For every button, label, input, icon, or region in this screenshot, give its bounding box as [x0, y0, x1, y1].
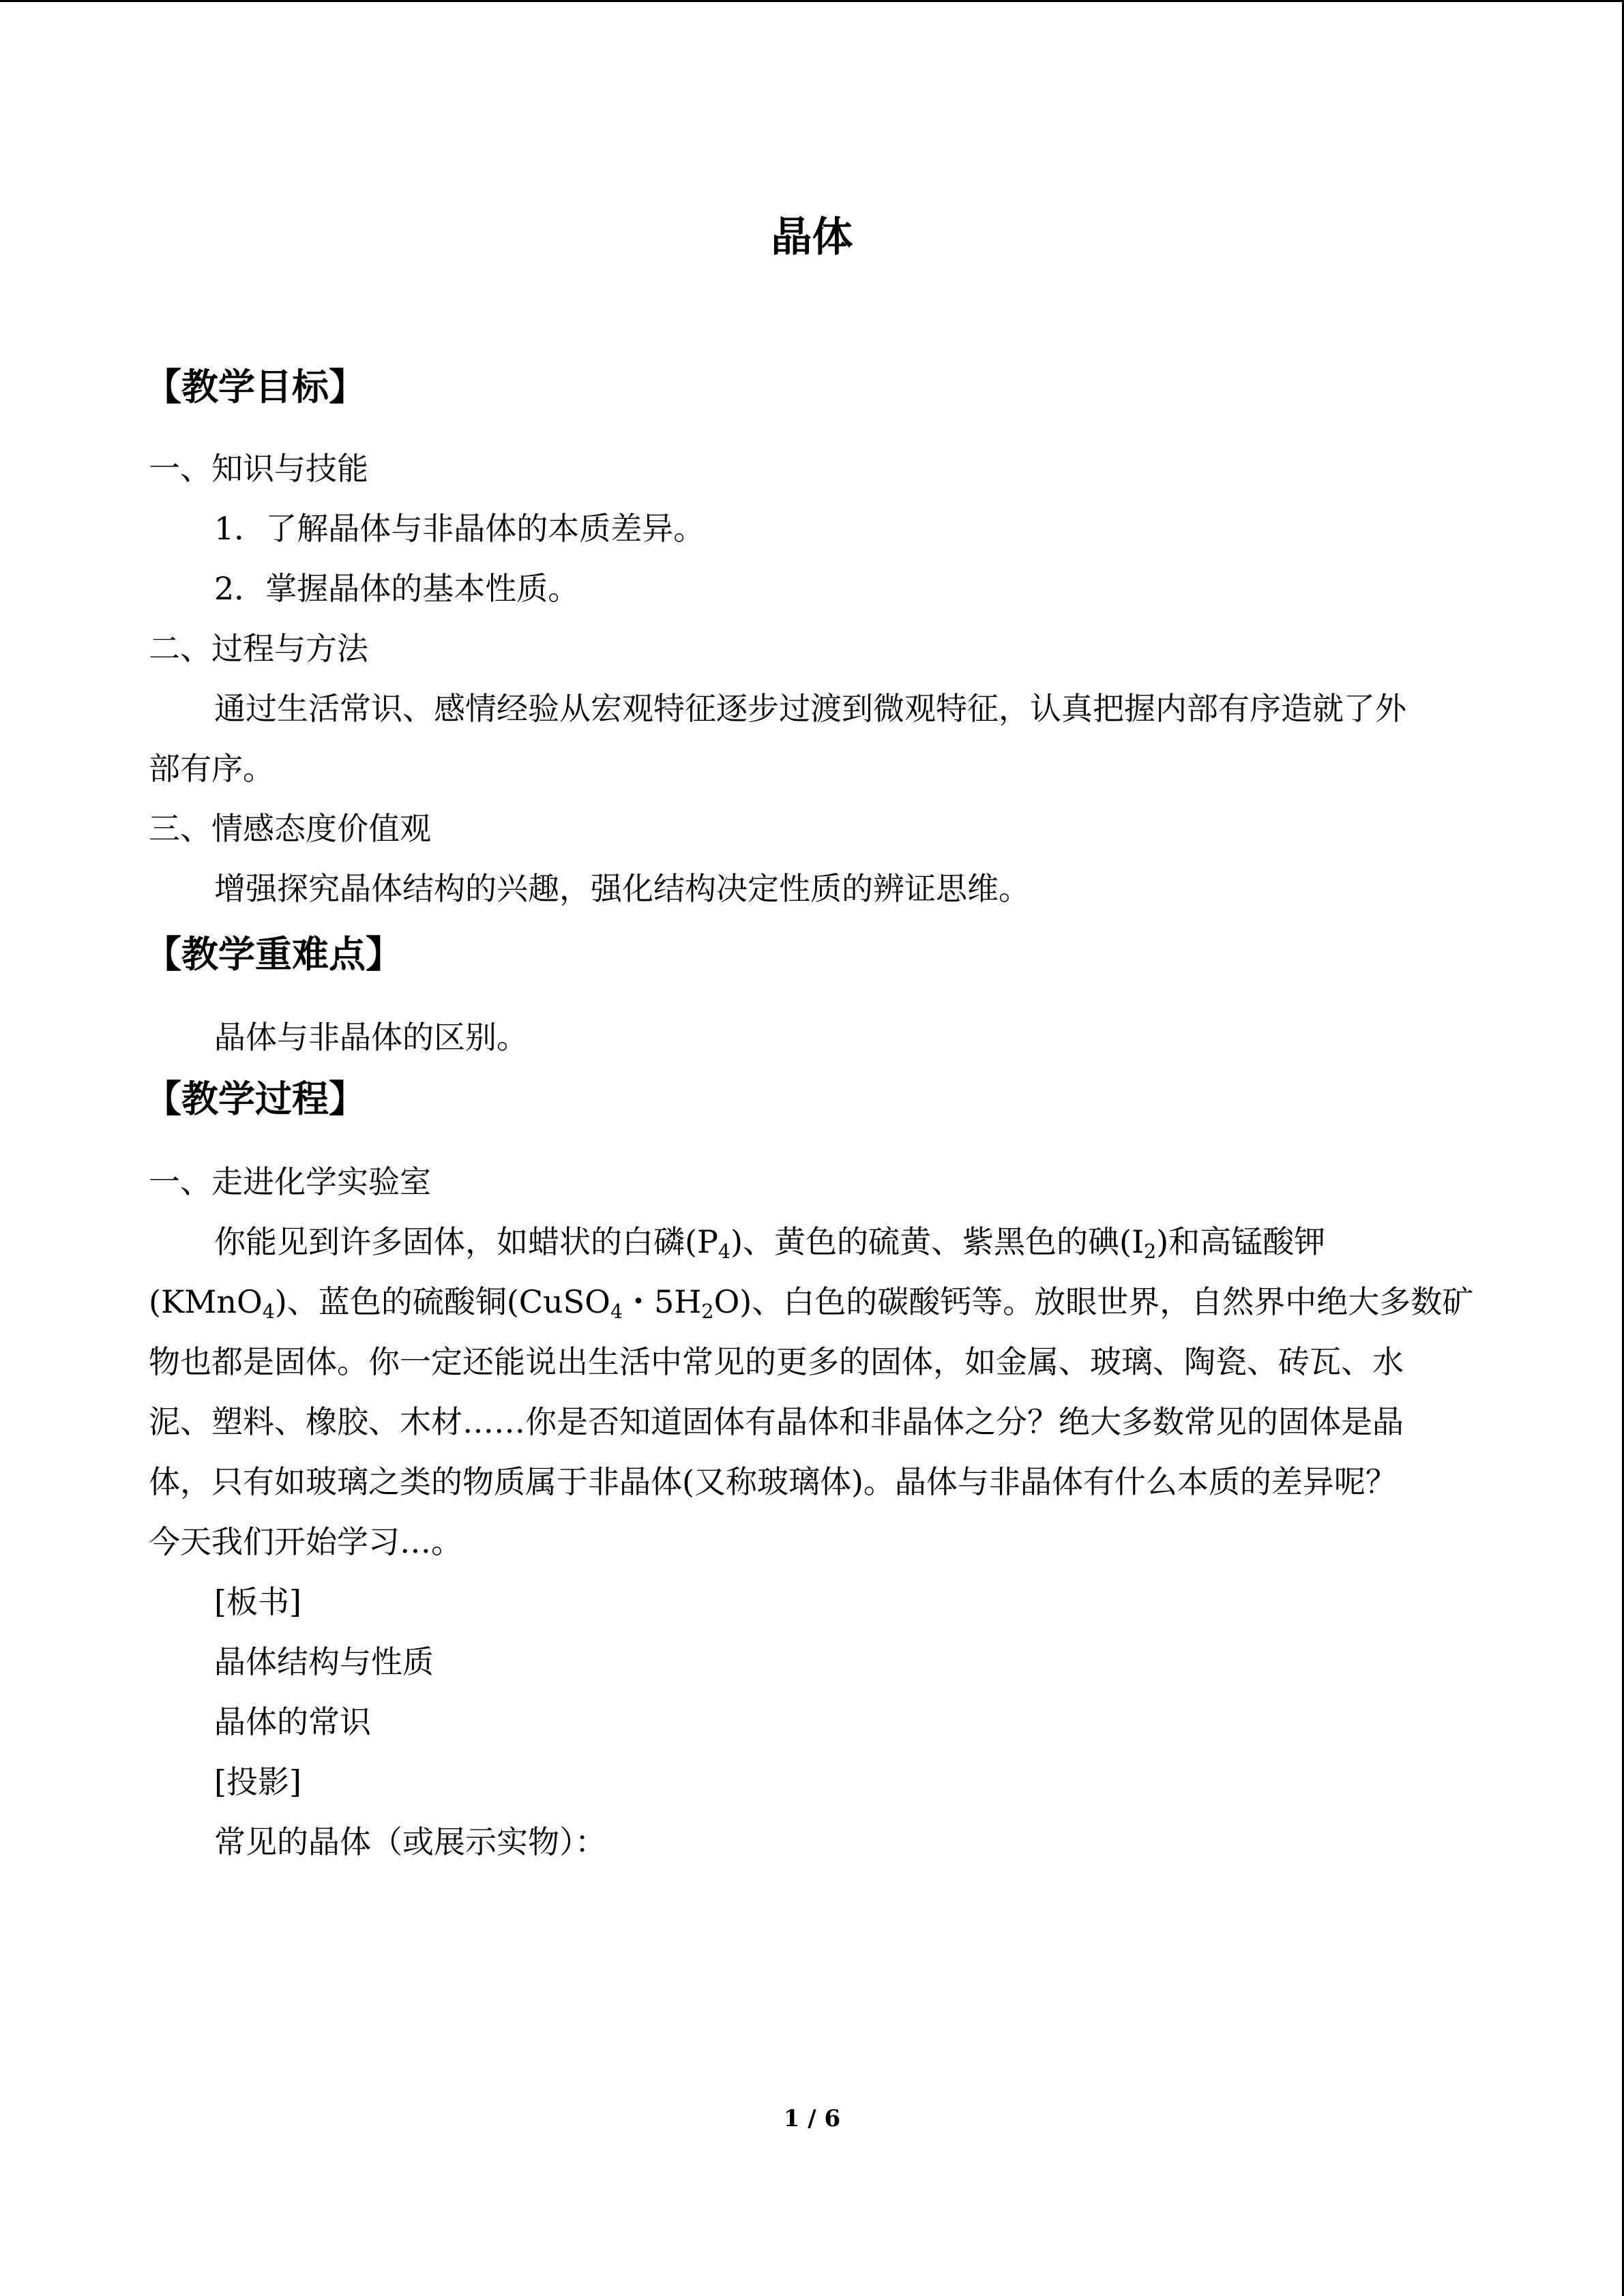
objectives-part3-title: 三、情感态度价值观: [149, 810, 431, 847]
text-run: )和高锰酸钾: [1156, 1223, 1326, 1260]
text-run: 你能见到许多固体，如蜡状的白磷(P: [214, 1223, 718, 1260]
objectives-part3-text: 增强探究晶体结构的兴趣，强化结构决定性质的辨证思维。: [214, 870, 1030, 907]
projection-label: [投影]: [214, 1763, 301, 1800]
section-heading-key-points: 【教学重难点】: [145, 932, 402, 976]
process-paragraph-line5: 体，只有如玻璃之类的物质属于非晶体(又称玻璃体)。晶体与非晶体有什么本质的差异呢？: [149, 1463, 1397, 1500]
page-border-top: [0, 0, 1624, 2]
objectives-part1-item2: 2．掌握晶体的基本性质。: [214, 570, 580, 607]
text-run: (KMnO: [149, 1283, 263, 1320]
document-title: 晶体: [771, 213, 853, 261]
subscript: 2: [1144, 1240, 1157, 1263]
subscript: 4: [718, 1240, 731, 1263]
projection-text: 常见的晶体（或展示实物）：: [214, 1823, 606, 1860]
text-run: ・5H: [623, 1283, 702, 1320]
objectives-part2-line2: 部有序。: [149, 750, 274, 787]
objectives-part2-line1: 通过生活常识、感情经验从宏观特征逐步过渡到微观特征，认真把握内部有序造就了外: [214, 690, 1406, 727]
objectives-part2-title: 二、过程与方法: [149, 630, 368, 667]
process-paragraph-line4: 泥、塑料、橡胶、木材……你是否知道固体有晶体和非晶体之分？绝大多数常见的固体是晶: [149, 1403, 1404, 1440]
process-paragraph-line2: [149, 1283, 1474, 1323]
board-label: [板书]: [214, 1583, 301, 1620]
text-run: O)、白色的碳酸钙等。放眼世界，自然界中绝大多数矿: [713, 1283, 1474, 1320]
process-part1-title: 一、走进化学实验室: [149, 1163, 431, 1200]
board-line1: 晶体结构与性质: [214, 1643, 434, 1680]
process-paragraph-line1: [214, 1223, 1326, 1263]
section-heading-objectives: 【教学目标】: [145, 365, 366, 408]
objectives-part1-title: 一、知识与技能: [149, 450, 368, 487]
process-paragraph-line3: 物也都是固体。你一定还能说出生活中常见的更多的固体，如金属、玻璃、陶瓷、砖瓦、水: [149, 1343, 1404, 1380]
page-number: 1 / 6: [783, 2105, 841, 2132]
board-line2: 晶体的常识: [214, 1703, 371, 1740]
process-paragraph-line6: 今天我们开始学习…。: [149, 1523, 462, 1560]
section-heading-process: 【教学过程】: [145, 1077, 366, 1120]
text-run: )、黄色的硫黄、紫黑色的碘(I: [730, 1223, 1145, 1260]
text-run: )、蓝色的硫酸铜(CuSO: [274, 1283, 610, 1320]
subscript: 4: [262, 1300, 275, 1323]
key-points-text: 晶体与非晶体的区别。: [214, 1019, 528, 1056]
objectives-part1-item1: 1．了解晶体与非晶体的本质差异。: [214, 510, 705, 547]
subscript: 2: [701, 1300, 714, 1323]
subscript: 4: [610, 1300, 623, 1323]
